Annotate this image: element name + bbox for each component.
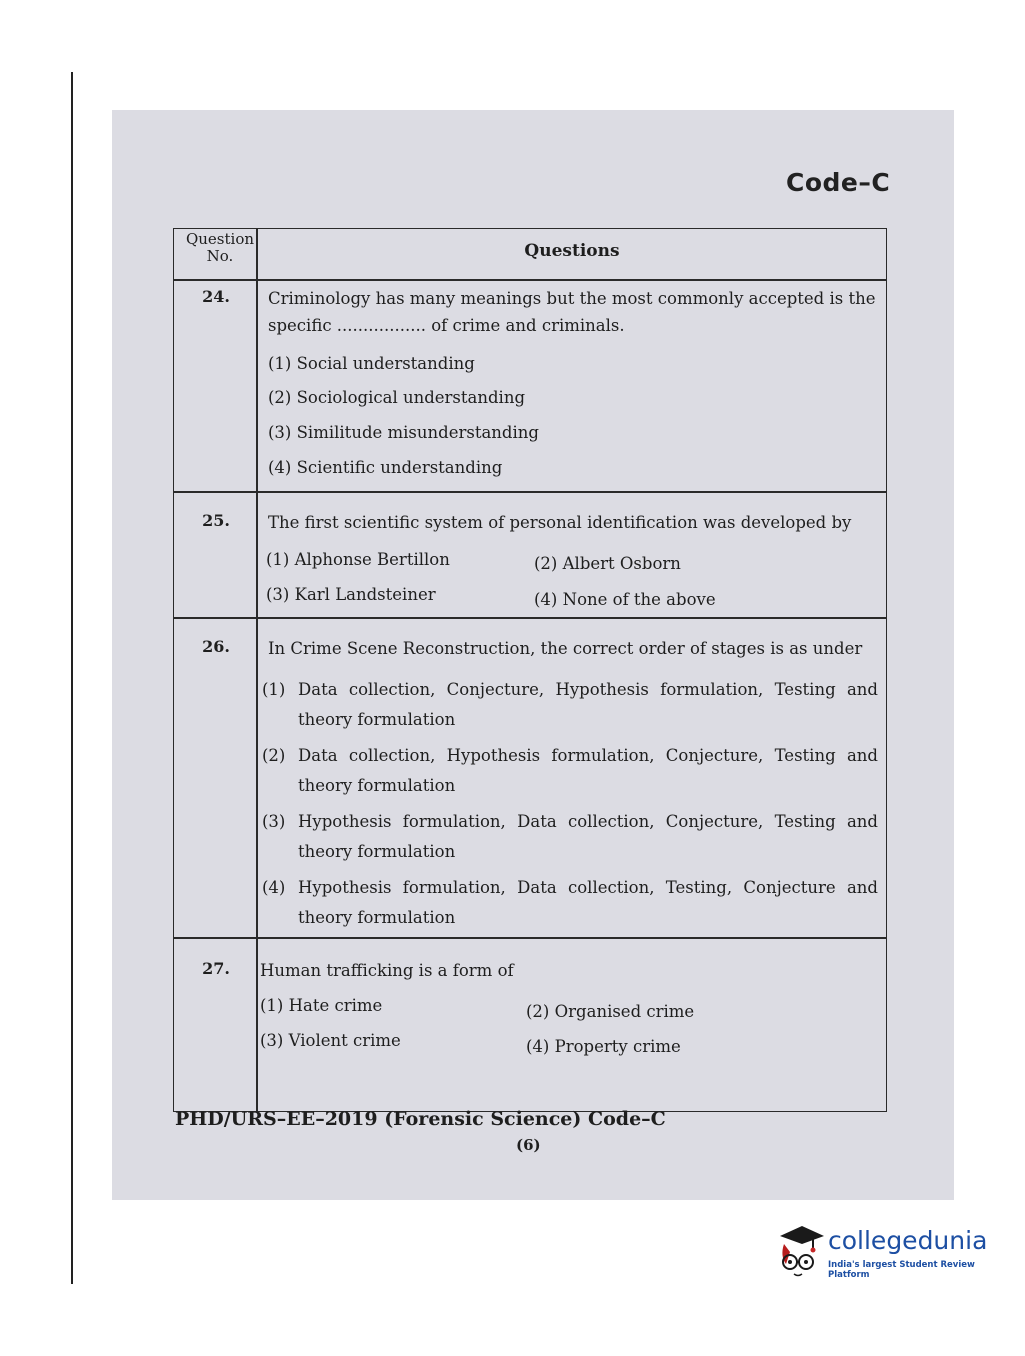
question-text: The first scientific system of personal identification was developed by — [268, 513, 852, 532]
question-text: Criminology has many meanings but the most commonly accepted is the specific ................. of crime and criminals. — [268, 289, 876, 335]
option-item: (4) Hypothesis formulation, Data collection, Testing, Conjecture and theory formulation — [262, 878, 878, 927]
option-item: (3) Hypothesis formulation, Data collection, Conjecture, Testing and theory formulation — [262, 812, 878, 861]
option-item: (1) Social understanding — [268, 354, 475, 373]
collegedunia-logo — [772, 1218, 1002, 1284]
question-number: 24. — [202, 287, 230, 306]
option-item: (2) Organised crime — [526, 1002, 695, 1021]
option-item: (2) Data collection, Hypothesis formulation, Conjecture, Testing and theory formulation — [262, 746, 878, 795]
footer-paper-code: PHD/URS–EE–2019 (Forensic Science) Code–C — [175, 1108, 666, 1130]
row-divider — [174, 617, 886, 619]
header-question-no: Question No. — [185, 230, 255, 265]
option-item: (3) Similitude misunderstanding — [268, 423, 539, 442]
header-questions: Questions — [524, 241, 620, 261]
paper-code: Code–C — [786, 168, 891, 197]
question-number: 26. — [202, 637, 230, 656]
header-divider — [174, 279, 886, 281]
question-text: In Crime Scene Reconstruction, the correct order of stages is as under — [268, 639, 863, 658]
option-item: (2) Albert Osborn — [534, 554, 681, 573]
mascot-icon — [772, 1222, 828, 1278]
row-divider — [174, 937, 886, 939]
question-text: Human trafficking is a form of — [260, 961, 514, 980]
option-item: (4) None of the above — [534, 590, 716, 609]
question-number: 25. — [202, 511, 230, 530]
option-item: (3) Violent crime — [260, 1031, 401, 1050]
option-item: (2) Sociological understanding — [268, 388, 526, 407]
option-item: (1) Hate crime — [260, 996, 383, 1015]
option-item: (4) Property crime — [526, 1037, 681, 1056]
option-item: (3) Karl Landsteiner — [266, 585, 436, 604]
option-item: (1) Alphonse Bertillon — [266, 550, 450, 569]
questions-table — [173, 228, 887, 1112]
option-item: (4) Scientific understanding — [268, 458, 503, 477]
question-number: 27. — [202, 959, 230, 978]
brand-name: collegedunia — [828, 1226, 988, 1255]
page-number: (6) — [516, 1136, 541, 1154]
option-item: (1) Data collection, Conjecture, Hypothesis formulation, Testing and theory formulation — [262, 680, 878, 729]
page-edge-line — [71, 72, 73, 1284]
row-divider — [174, 491, 886, 493]
brand-tagline: India's largest Student Review Platform — [828, 1260, 975, 1280]
column-divider — [256, 229, 258, 1111]
